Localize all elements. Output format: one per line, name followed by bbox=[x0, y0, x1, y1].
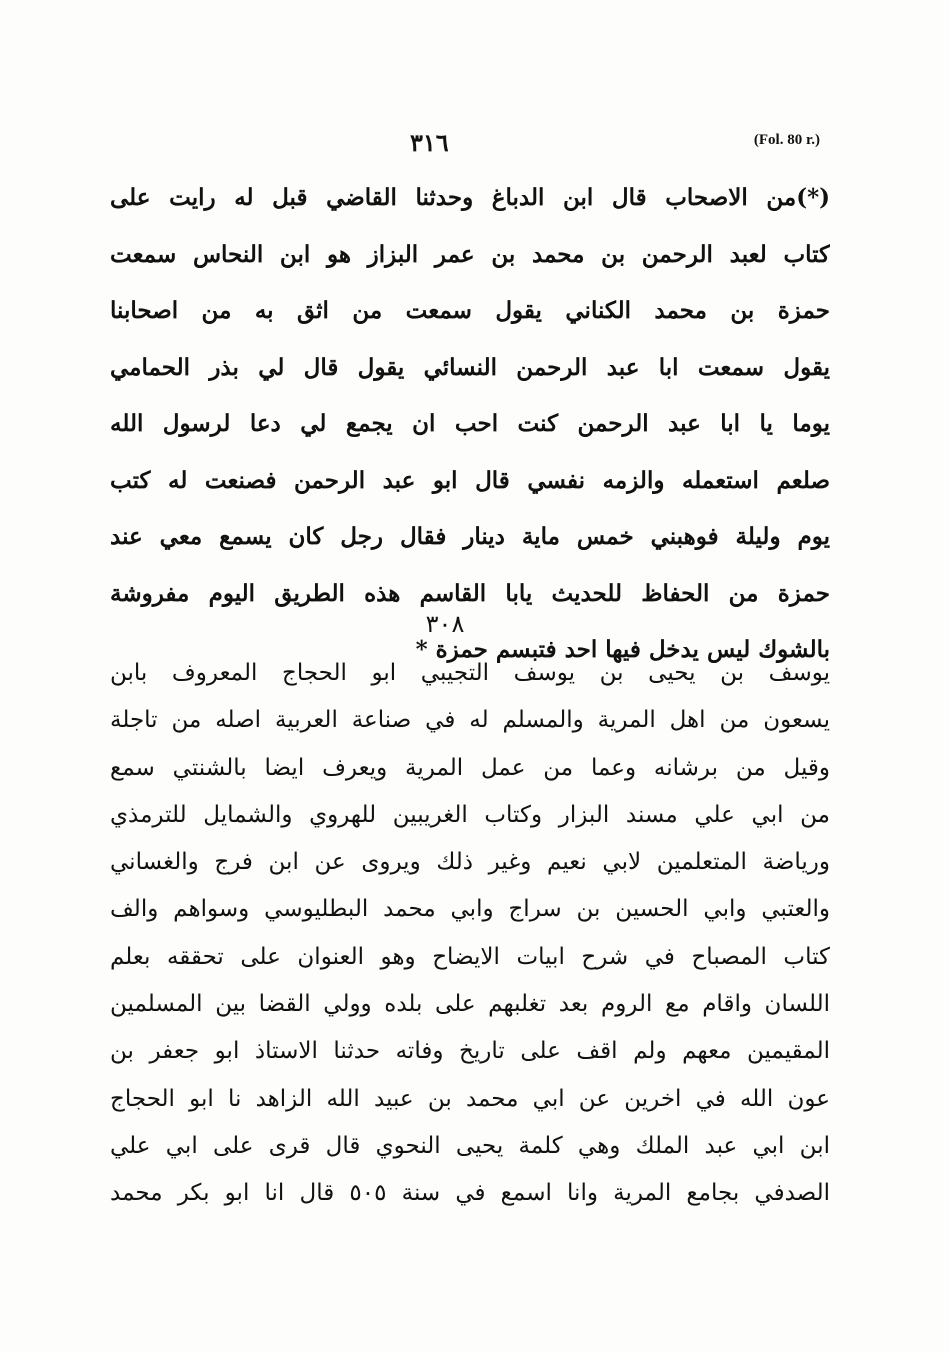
text-line: حمزة بن محمد الكناني يقول سمعت من اثق به من اصحابنا bbox=[110, 297, 830, 324]
text-line: يوما يا ابا عبد الرحمن كنت احب ان يجمع لي دعا لرسول الله bbox=[110, 410, 830, 437]
text-line: يسعون من اهل المرية والمسلم له في صناعة العربية اصله من تاجلة bbox=[110, 707, 830, 734]
text-line: يوسف بن يحيى بن يوسف التجيبي ابو الحجاج المعروف بابن bbox=[110, 660, 830, 686]
text-line: من ابي علي مسند البزار وكتاب الغريبين للهروي والشمايل للترمذي bbox=[110, 801, 830, 828]
text-line: عون الله في اخرين عن ابي محمد بن عبيد الله الزاهد نا ابو الحجاج bbox=[110, 1085, 830, 1112]
text-line: الصدفي بجامع المرية وانا اسمع في سنة ٥٠٥ قال انا ابو بكر محمد bbox=[110, 1180, 830, 1207]
text-line: اللسان واقام مع الروم بعد تغلبهم على بلده وولي القضا بين المسلمين bbox=[110, 991, 830, 1018]
text-line: المقيمين معهم ولم اقف على تاريخ وفاته حدثنا الاستاذ ابو جعفر بن bbox=[110, 1038, 830, 1065]
text-line: ورياضة المتعلمين لابي نعيم وغير ذلك ويروى عن ابن فرج والغساني bbox=[110, 849, 830, 876]
text-line: يقول سمعت ابا عبد الرحمن النسائي يقول قال لي بذر الحمامي bbox=[110, 353, 830, 381]
text-line: وقيل من برشانه وعما من عمل المرية ويعرف ايضا بالشنتي سمع bbox=[110, 754, 830, 781]
text-line: (*)من الاصحاب قال ابن الدباغ وحدثنا القاضي قبل له رايت على bbox=[110, 184, 830, 211]
text-line: بالشوك ليس يدخل فيها احد فتبسم حمزة * bbox=[415, 636, 830, 663]
text-line: والعتبي وابي الحسين بن سراج وابي محمد البطليوسي وسواهم والف bbox=[110, 896, 830, 923]
page-number: ٣١٦ bbox=[410, 128, 449, 157]
continued-passage bbox=[110, 170, 830, 679]
entry-number: ٣٠٨ bbox=[425, 610, 465, 638]
text-line: حمزة من الحفاظ للحديث يابا القاسم هذه الطريق اليوم مفروشة bbox=[110, 579, 830, 607]
text-line: كتاب المصباح في شرح ابيات الايضاح وهو العنوان على تحققه بعلم bbox=[110, 943, 830, 970]
page-header bbox=[100, 128, 820, 158]
folio-reference: (Fol. 80 r.) bbox=[753, 132, 820, 148]
text-line: كتاب لعبد الرحمن بن محمد بن عمر البزاز هو ابن النحاس سمعت bbox=[110, 240, 830, 268]
biography-entry bbox=[110, 650, 830, 1218]
text-line: يوم وليلة فوهبني خمس ماية دينار فقال رجل كان يسمع معي عند bbox=[110, 523, 830, 550]
text-line: صلعم استعمله والزمه نفسي قال ابو عبد الرحمن فصنعت له كتب bbox=[110, 466, 830, 494]
text-line: ابن ابي عبد الملك وهي كلمة يحيى النحوي قال قرى على ابي علي bbox=[110, 1132, 830, 1159]
